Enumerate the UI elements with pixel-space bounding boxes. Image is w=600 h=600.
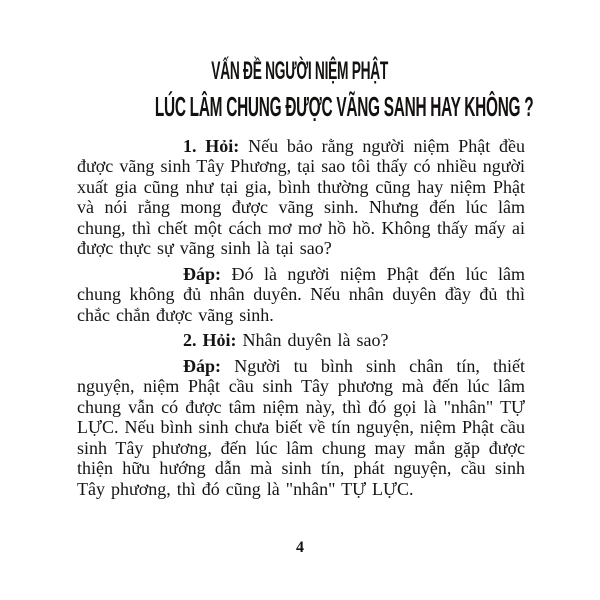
- paragraph-answer-2: [77, 356, 525, 500]
- answer-1-label: Đáp:: [183, 263, 222, 284]
- page-title-line-1: [0, 57, 600, 86]
- chapter-title: [0, 0, 600, 123]
- page-title-line-2-text: LÚC LÂM CHUNG ĐƯỢC VÃNG SANH HAY KHÔNG ?: [154, 90, 534, 122]
- question-2-label: 2. Hỏi:: [183, 330, 237, 351]
- page-title-line-1-text: VẤN ĐỀ NGƯỜI NIỆM PHẬT: [211, 57, 389, 85]
- answer-2-label: Đáp:: [183, 355, 222, 376]
- page-title-line-2: [0, 91, 600, 123]
- paragraph-answer-1: [77, 264, 525, 326]
- answer-1-text: Đó là người niệm Phật đến lúc lâm chung không đủ nhân duyên. Nếu nhân duyên đầy đủ thì chắc chắn được vãng sinh.: [77, 263, 525, 325]
- paragraph-question-1: [77, 136, 525, 259]
- question-2-text: Nhân duyên là sao?: [242, 330, 389, 351]
- question-1-text: Nếu bảo rằng người niệm Phật đều được vãng sinh Tây Phương, tại sao tôi thấy có nhiều người xuất gia cũng như tại gia, bình thường cũng hay niệm Phật và nói rằng mong được vãng sinh. Nhưng đến lúc lâm chung, thì chết một cách mơ mơ hồ hồ. Không thấy mấy ai được thực sự vãng sinh là tại sao?: [77, 135, 526, 259]
- page-number: 4: [296, 539, 304, 556]
- body-text: [77, 136, 525, 500]
- paragraph-question-2: [77, 330, 525, 351]
- question-1-label: 1. Hỏi:: [183, 135, 240, 156]
- answer-2-text: Người tu bình sinh chân tín, thiết nguyện, niệm Phật cầu sinh Tây phương mà đến lúc lâm chung vẫn có được tâm niệm này, thì đó gọi là "nhân" TỰ LỰC. Nếu bình sinh chưa biết về tín nguyện, niệm Phật cầu sinh Tây phương, đến lúc lâm chung may mắn gặp được thiện hữu hướng dẫn mà sinh tín, phát nguyện, cầu sinh Tây phương, thì đó cũng là "nhân" TỰ LỰC.: [77, 355, 526, 499]
